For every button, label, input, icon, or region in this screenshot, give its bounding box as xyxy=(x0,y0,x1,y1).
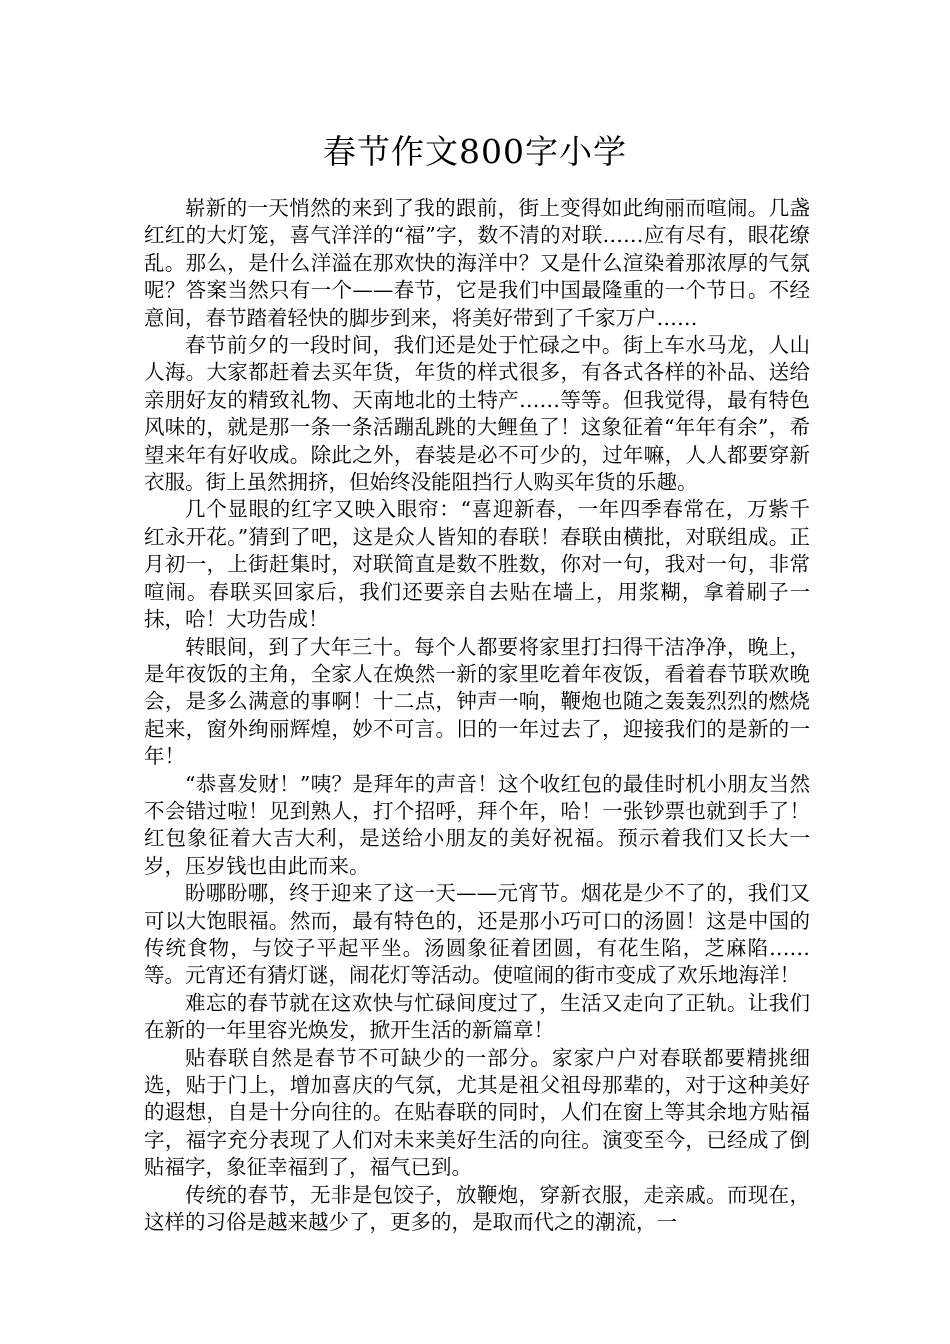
paragraph: 春节前夕的一段时间，我们还是处于忙碌之中。街上车水马龙，人山人海。大家都赶着去买年货，年货的样式很多，有各式各样的补品、送给亲朋好友的精致礼物、天南地北的土特产……等等。但我觉得，最有特色风味的，就是那一条一条活蹦乱跳的大鲤鱼了！这象征着“年年有余”，希望来年有好收成。除此之外，春装是必不可少的，过年嘛，人人都要穿新衣服。街上虽然拥挤，但始终没能阻挡行人购买年货的乐趣。 xyxy=(144,333,810,495)
paragraph: 难忘的春节就在这欢快与忙碌间度过了，生活又走向了正轨。让我们在新的一年里容光焕发，掀开生活的新篇章！ xyxy=(144,990,810,1043)
paragraph: 几个显眼的红字又映入眼帘：“喜迎新春，一年四季春常在，万紫千红永开花。”猜到了吧，这是众人皆知的春联！春联由横批，对联组成。正月初一，上街赶集时，对联简直是数不胜数，你对一句，我对一句，非常喧闹。春联买回家后，我们还要亲自去贴在墙上，用浆糊，拿着刷子一抹，哈！大功告成！ xyxy=(144,497,810,632)
paragraph: 崭新的一天悄然的来到了我的跟前，街上变得如此绚丽而喧闹。几盏红红的大灯笼，喜气洋洋的“福”字，数不清的对联……应有尽有，眼花缭乱。那么，是什么洋溢在那欢快的海洋中？又是什么渲染着那浓厚的气氛呢？答案当然只有一个——春节，它是我们中国最隆重的一个节日。不经意间，春节踏着轻快的脚步到来，将美好带到了千家万户…… xyxy=(144,196,810,330)
paragraph: 传统的春节，无非是包饺子，放鞭炮，穿新衣服，走亲戚。而现在，这样的习俗是越来越少了，更多的，是取而代之的潮流，一 xyxy=(144,1182,810,1235)
document-body xyxy=(144,195,810,1236)
paragraph: 盼哪盼哪，终于迎来了这一天——元宵节。烟花是少不了的，我们又可以大饱眼福。然而，最有特色的，还是那小巧可口的汤圆！这是中国的传统食物，与饺子平起平坐。汤圆象征着团圆，有花生陷，芝麻陷……等。元宵还有猜灯谜，闹花灯等活动。使喧闹的街市变成了欢乐地海洋！ xyxy=(144,881,810,988)
paragraph: “恭喜发财！”咦？是拜年的声音！这个收红包的最佳时机小朋友当然不会错过啦！见到熟人，打个招呼，拜个年，哈！一张钞票也就到手了！红包象征着大吉大利，是送给小朋友的美好祝福。预示着我们又长大一岁，压岁钱也由此而来。 xyxy=(144,771,810,878)
paragraph: 转眼间，到了大年三十。每个人都要将家里打扫得干洁净净，晚上，是年夜饭的主角，全家人在焕然一新的家里吃着年夜饭，看着春节联欢晚会，是多么满意的事啊！十二点，钟声一响，鞭炮也随之轰轰烈烈的燃烧起来，窗外绚丽辉煌，妙不可言。旧的一年过去了，迎接我们的是新的一年！ xyxy=(144,634,810,769)
document-title: 春节作文800字小学 xyxy=(323,132,627,171)
paragraph: 贴春联自然是春节不可缺少的一部分。家家户户对春联都要精挑细选，贴于门上，增加喜庆的气氛，尤其是祖父祖母那辈的，对于这种美好的遐想，自是十分向往的。在贴春联的同时，人们在窗上等其余地方贴福字，福字充分表现了人们对未来美好生活的向往。演变至今，已经成了倒贴福字，象征幸福到了，福气已到。 xyxy=(144,1045,810,1180)
